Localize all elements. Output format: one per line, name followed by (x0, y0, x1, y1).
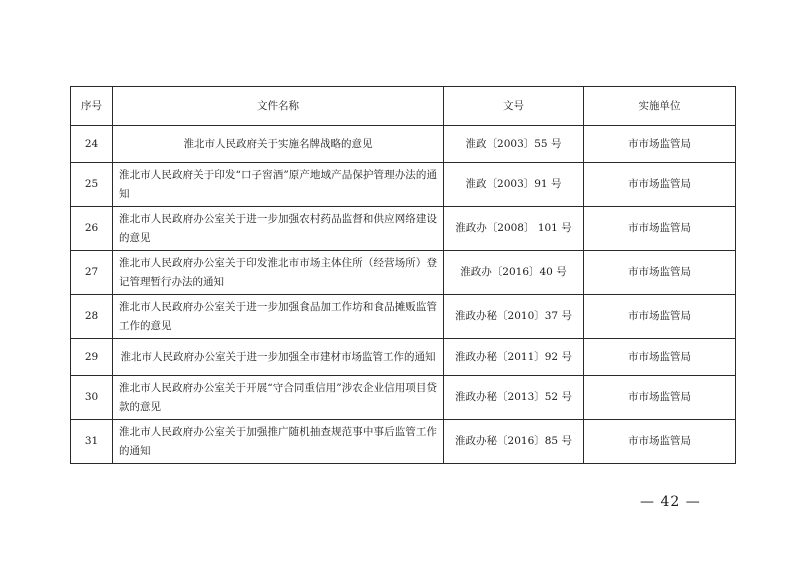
row-doc-number: 淮政办秘〔2010〕37 号 (444, 295, 584, 339)
row-unit: 市市场监管局 (584, 126, 736, 163)
row-name: 淮北市人民政府关于实施名牌战略的意见 (113, 126, 444, 163)
table-row (71, 163, 736, 207)
row-name: 淮北市人民政府关于印发“口子窖酒”原产地域产品保护管理办法的通知 (113, 163, 444, 207)
row-name: 淮北市人民政府办公室关于开展“守合同重信用”涉农企业信用项目贷款的意见 (113, 376, 444, 420)
header-index: 序号 (71, 87, 113, 126)
row-name: 淮北市人民政府办公室关于进一步加强全市建材市场监管工作的通知 (113, 339, 444, 376)
row-unit: 市市场监管局 (584, 251, 736, 295)
table-row (71, 420, 736, 464)
row-name: 淮北市人民政府办公室关于进一步加强食品加工作坊和食品摊贩监管工作的意见 (113, 295, 444, 339)
row-doc-number: 淮政办〔2016〕40 号 (444, 251, 584, 295)
row-index: 29 (71, 339, 113, 376)
header-doc-number: 文号 (444, 87, 584, 126)
row-doc-number: 淮政办秘〔2011〕92 号 (444, 339, 584, 376)
header-name: 文件名称 (113, 87, 444, 126)
row-doc-number: 淮政办秘〔2013〕52 号 (444, 376, 584, 420)
row-unit: 市市场监管局 (584, 207, 736, 251)
row-index: 30 (71, 376, 113, 420)
page-number: — 42 — (640, 494, 701, 510)
row-unit: 市市场监管局 (584, 339, 736, 376)
row-name: 淮北市人民政府办公室关于加强推广随机抽查规范事中事后监管工作的通知 (113, 420, 444, 464)
table-row (71, 207, 736, 251)
row-name: 淮北市人民政府办公室关于进一步加强农村药品监督和供应网络建设的意见 (113, 207, 444, 251)
row-index: 26 (71, 207, 113, 251)
regulations-table (70, 86, 736, 464)
table-row (71, 339, 736, 376)
table-row (71, 376, 736, 420)
table-row (71, 251, 736, 295)
table-header-row (71, 87, 736, 126)
row-index: 28 (71, 295, 113, 339)
row-name: 淮北市人民政府办公室关于印发淮北市市场主体住所（经营场所）登记管理暂行办法的通知 (113, 251, 444, 295)
row-doc-number: 淮政〔2003〕55 号 (444, 126, 584, 163)
row-unit: 市市场监管局 (584, 163, 736, 207)
row-index: 25 (71, 163, 113, 207)
row-doc-number: 淮政办秘〔2016〕85 号 (444, 420, 584, 464)
row-unit: 市市场监管局 (584, 295, 736, 339)
table-row (71, 295, 736, 339)
row-doc-number: 淮政〔2003〕91 号 (444, 163, 584, 207)
row-unit: 市市场监管局 (584, 376, 736, 420)
table-row (71, 126, 736, 163)
row-index: 27 (71, 251, 113, 295)
row-index: 31 (71, 420, 113, 464)
row-unit: 市市场监管局 (584, 420, 736, 464)
row-doc-number: 淮政办〔2008〕 101 号 (444, 207, 584, 251)
header-unit: 实施单位 (584, 87, 736, 126)
row-index: 24 (71, 126, 113, 163)
